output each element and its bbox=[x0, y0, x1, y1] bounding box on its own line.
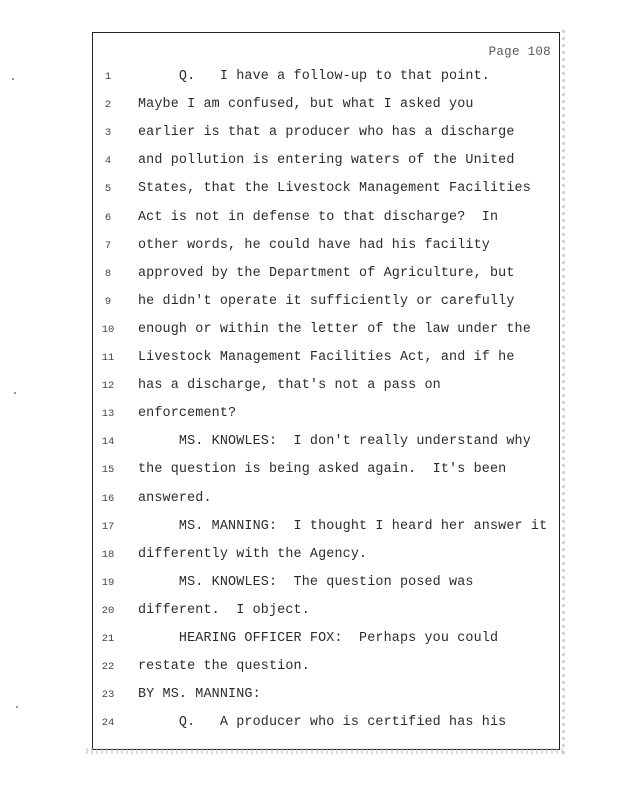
transcript-line: other words, he could have had his facility bbox=[138, 237, 490, 253]
page-number: Page 108 bbox=[488, 45, 551, 59]
line-number: 12 bbox=[101, 380, 115, 393]
transcript-line: Maybe I am confused, but what I asked you bbox=[138, 97, 474, 113]
transcript-line: differently with the Agency. bbox=[138, 546, 368, 562]
line-number: 1 bbox=[104, 71, 112, 83]
line-number: 4 bbox=[104, 155, 112, 168]
line-number: 13 bbox=[101, 408, 115, 421]
transcript-line: Act is not in defense to that discharge? In bbox=[138, 209, 499, 225]
transcript-line: BY MS. MANNING: bbox=[138, 687, 261, 703]
transcript-line: restate the question. bbox=[138, 659, 310, 675]
line-number: 3 bbox=[104, 127, 112, 140]
scan-speck bbox=[14, 392, 16, 394]
line-number: 23 bbox=[101, 689, 115, 702]
transcript-line: Q. I have a follow-up to that point. bbox=[138, 69, 490, 84]
transcript-line: States, that the Livestock Management Facilities bbox=[138, 181, 531, 197]
line-number: 11 bbox=[101, 352, 115, 364]
scan-bottom-edge bbox=[86, 748, 566, 754]
transcript-line: MS. KNOWLES: The question posed was bbox=[138, 574, 474, 590]
line-number: 20 bbox=[101, 604, 115, 617]
line-number: 8 bbox=[104, 267, 112, 280]
line-number: 6 bbox=[104, 211, 112, 224]
transcript-line: answered. bbox=[138, 490, 212, 506]
line-number: 9 bbox=[104, 295, 112, 308]
transcript-line: different. I object. bbox=[138, 602, 310, 618]
line-number: 24 bbox=[101, 717, 115, 730]
line-number: 10 bbox=[101, 323, 115, 336]
transcript-line: HEARING OFFICER FOX: Perhaps you could bbox=[138, 631, 499, 646]
line-number: 17 bbox=[101, 520, 115, 533]
line-number: 19 bbox=[101, 576, 115, 589]
transcript-line: Q. A producer who is certified has his bbox=[138, 715, 507, 731]
scan-speck bbox=[12, 78, 14, 80]
transcript-line: approved by the Department of Agriculture, but bbox=[138, 265, 515, 281]
line-number: 15 bbox=[101, 464, 115, 477]
line-number: 5 bbox=[104, 183, 112, 196]
transcript-page bbox=[92, 32, 560, 750]
transcript-line: he didn't operate it sufficiently or carefully bbox=[138, 293, 515, 309]
transcript-line: MS. MANNING: I thought I heard her answer it bbox=[138, 518, 548, 534]
line-number: 18 bbox=[101, 548, 115, 561]
transcript-line: the question is being asked again. It's been bbox=[138, 462, 507, 478]
transcript-line: enforcement? bbox=[138, 406, 237, 422]
line-number: 14 bbox=[101, 436, 115, 449]
line-number: 16 bbox=[101, 492, 115, 505]
line-number: 7 bbox=[104, 239, 112, 252]
scan-speck bbox=[16, 706, 18, 708]
scan-right-edge bbox=[562, 30, 565, 754]
line-number: 22 bbox=[101, 661, 115, 674]
transcript-line: Livestock Management Facilities Act, and if he bbox=[138, 350, 515, 365]
line-number: 2 bbox=[104, 99, 112, 112]
transcript-line: MS. KNOWLES: I don't really understand why bbox=[138, 434, 531, 450]
line-number: 21 bbox=[101, 633, 115, 645]
transcript-line: has a discharge, that's not a pass on bbox=[138, 378, 441, 394]
transcript-line: and pollution is entering waters of the United bbox=[138, 153, 515, 169]
transcript-line: enough or within the letter of the law under the bbox=[138, 321, 531, 337]
transcript-line: earlier is that a producer who has a discharge bbox=[138, 125, 515, 141]
